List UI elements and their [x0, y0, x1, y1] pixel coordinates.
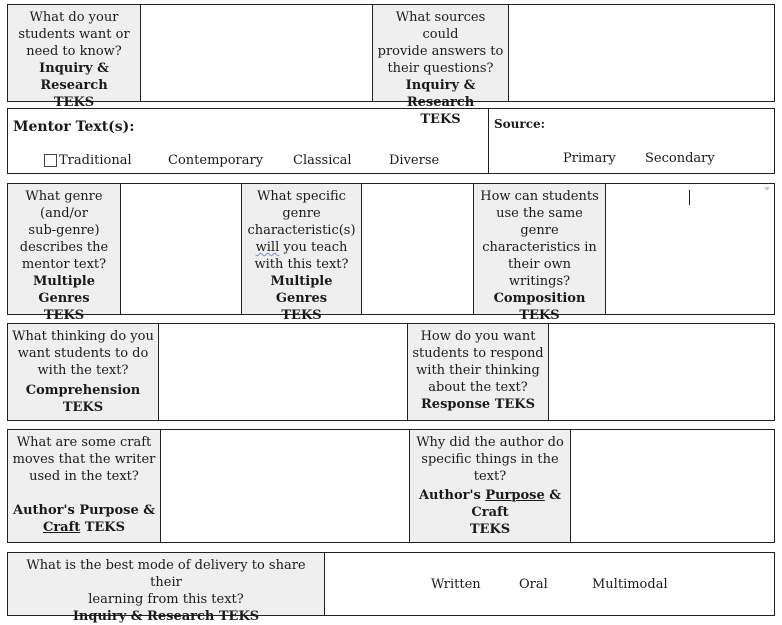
question-text: What genre — [25, 189, 103, 204]
question-text: How do you want — [420, 329, 536, 344]
sources-answer-cell[interactable] — [509, 5, 774, 101]
question-text: about the text? — [428, 380, 528, 395]
teks-label: Multiple Genres — [32, 274, 96, 306]
spellcheck-word: will — [255, 240, 280, 255]
mentor-text-table — [7, 108, 775, 174]
question-text: want students to do — [17, 346, 149, 361]
students-need-question-cell — [8, 5, 141, 110]
question-text: with this text? — [254, 257, 349, 272]
delivery-table — [7, 552, 775, 624]
question-text: (and/or — [40, 206, 88, 221]
question-text: sub-genre) — [28, 223, 100, 238]
teks-label: TEKS — [519, 308, 560, 323]
question-text: with their thinking — [416, 363, 540, 378]
option-primary[interactable]: Primary — [563, 151, 616, 166]
question-text: describes the — [19, 240, 109, 255]
question-text: students want or — [18, 27, 130, 42]
delivery-question-cell — [8, 553, 325, 624]
question-text: learning from this text? — [88, 592, 244, 607]
question-text: need to know? — [26, 44, 122, 59]
comprehension-answer-cell[interactable] — [159, 324, 408, 420]
question-text: their own writings? — [507, 257, 572, 289]
teks-label: Inquiry & Research — [39, 61, 109, 93]
option-oral[interactable]: Oral — [519, 577, 548, 592]
option-written[interactable]: Written — [431, 577, 481, 592]
teks-label: Author's Purpose & — [12, 503, 156, 518]
teks-label: TEKS — [53, 95, 95, 110]
question-text: What sources could — [395, 10, 486, 42]
question-text: provide answers to — [377, 44, 504, 59]
teks-label: TEKS — [420, 112, 461, 127]
option-diverse[interactable]: Diverse — [389, 153, 440, 168]
teks-label: Multiple Genres — [270, 274, 333, 306]
comprehension-table — [7, 323, 775, 421]
question-text: will you teach — [255, 240, 348, 255]
option-contemporary[interactable]: Contemporary — [168, 153, 264, 168]
craft-table — [7, 429, 775, 543]
option-traditional[interactable]: Traditional — [59, 153, 132, 168]
craft-moves-question-cell — [8, 430, 161, 542]
response-answer-cell[interactable] — [549, 324, 774, 420]
question-text: Why did the author do — [416, 435, 564, 450]
teks-label: TEKS — [43, 308, 85, 323]
genre-answer-cell[interactable] — [121, 184, 242, 314]
delivery-options-cell — [325, 553, 774, 615]
question-text: used in the text? — [29, 469, 139, 484]
text-cursor — [689, 190, 690, 205]
question-text: What is the best mode of delivery to share their — [26, 558, 306, 590]
composition-question-cell — [474, 184, 606, 323]
teks-label: TEKS — [469, 522, 511, 537]
question-text: text? — [473, 469, 507, 484]
teks-label: Craft TEKS — [42, 520, 125, 535]
question-text: with the text? — [37, 363, 129, 378]
teks-label: Composition — [493, 291, 586, 306]
option-classical[interactable]: Classical — [293, 153, 352, 168]
question-text: specific things in the — [421, 452, 559, 467]
question-text: use the same genre — [496, 206, 583, 238]
option-secondary[interactable]: Secondary — [645, 151, 715, 166]
question-text: genre — [282, 206, 321, 221]
teks-label: Inquiry & Research — [405, 78, 476, 110]
teks-label: Inquiry & Research TEKS — [72, 609, 260, 624]
scroll-down-icon[interactable] — [764, 187, 770, 191]
teks-label: TEKS — [281, 308, 322, 323]
author-purpose-answer-cell[interactable] — [571, 430, 774, 542]
author-purpose-question-cell — [410, 430, 571, 542]
teks-label: Response TEKS — [421, 397, 535, 412]
source-cell — [489, 109, 774, 173]
genre-table — [7, 183, 775, 323]
students-need-answer-cell[interactable] — [141, 5, 373, 101]
genre-question-cell — [8, 184, 121, 323]
mentor-text-label: Mentor Text(s): — [13, 119, 135, 135]
checkbox-icon[interactable] — [44, 154, 57, 167]
composition-answer-cell[interactable] — [606, 184, 774, 314]
option-multimodal[interactable]: Multimodal — [592, 577, 668, 592]
comprehension-question-cell — [8, 324, 159, 420]
question-text: their questions? — [387, 61, 494, 76]
question-text: What do your — [29, 10, 119, 25]
genre-characteristics-question-cell — [242, 184, 362, 323]
response-question-cell — [408, 324, 549, 420]
question-text: What specific — [257, 189, 346, 204]
teks-label: Comprehension TEKS — [25, 383, 141, 415]
genre-characteristics-answer-cell[interactable] — [362, 184, 474, 314]
craft-moves-answer-cell[interactable] — [161, 430, 410, 542]
question-text: What are some craft — [16, 435, 152, 450]
question-text: What thinking do you — [12, 329, 154, 344]
question-text: moves that the writer — [12, 452, 156, 467]
question-text: characteristics in — [482, 240, 597, 255]
sources-question-cell — [373, 5, 509, 127]
source-label: Source: — [494, 117, 546, 131]
question-text: mentor text? — [21, 257, 107, 272]
question-text: characteristic(s) — [247, 223, 356, 238]
question-text: students to respond — [412, 346, 544, 361]
mentor-text-cell — [8, 109, 489, 173]
question-text: How can students — [480, 189, 599, 204]
teks-label: Author's Purpose & Craft — [418, 488, 562, 520]
